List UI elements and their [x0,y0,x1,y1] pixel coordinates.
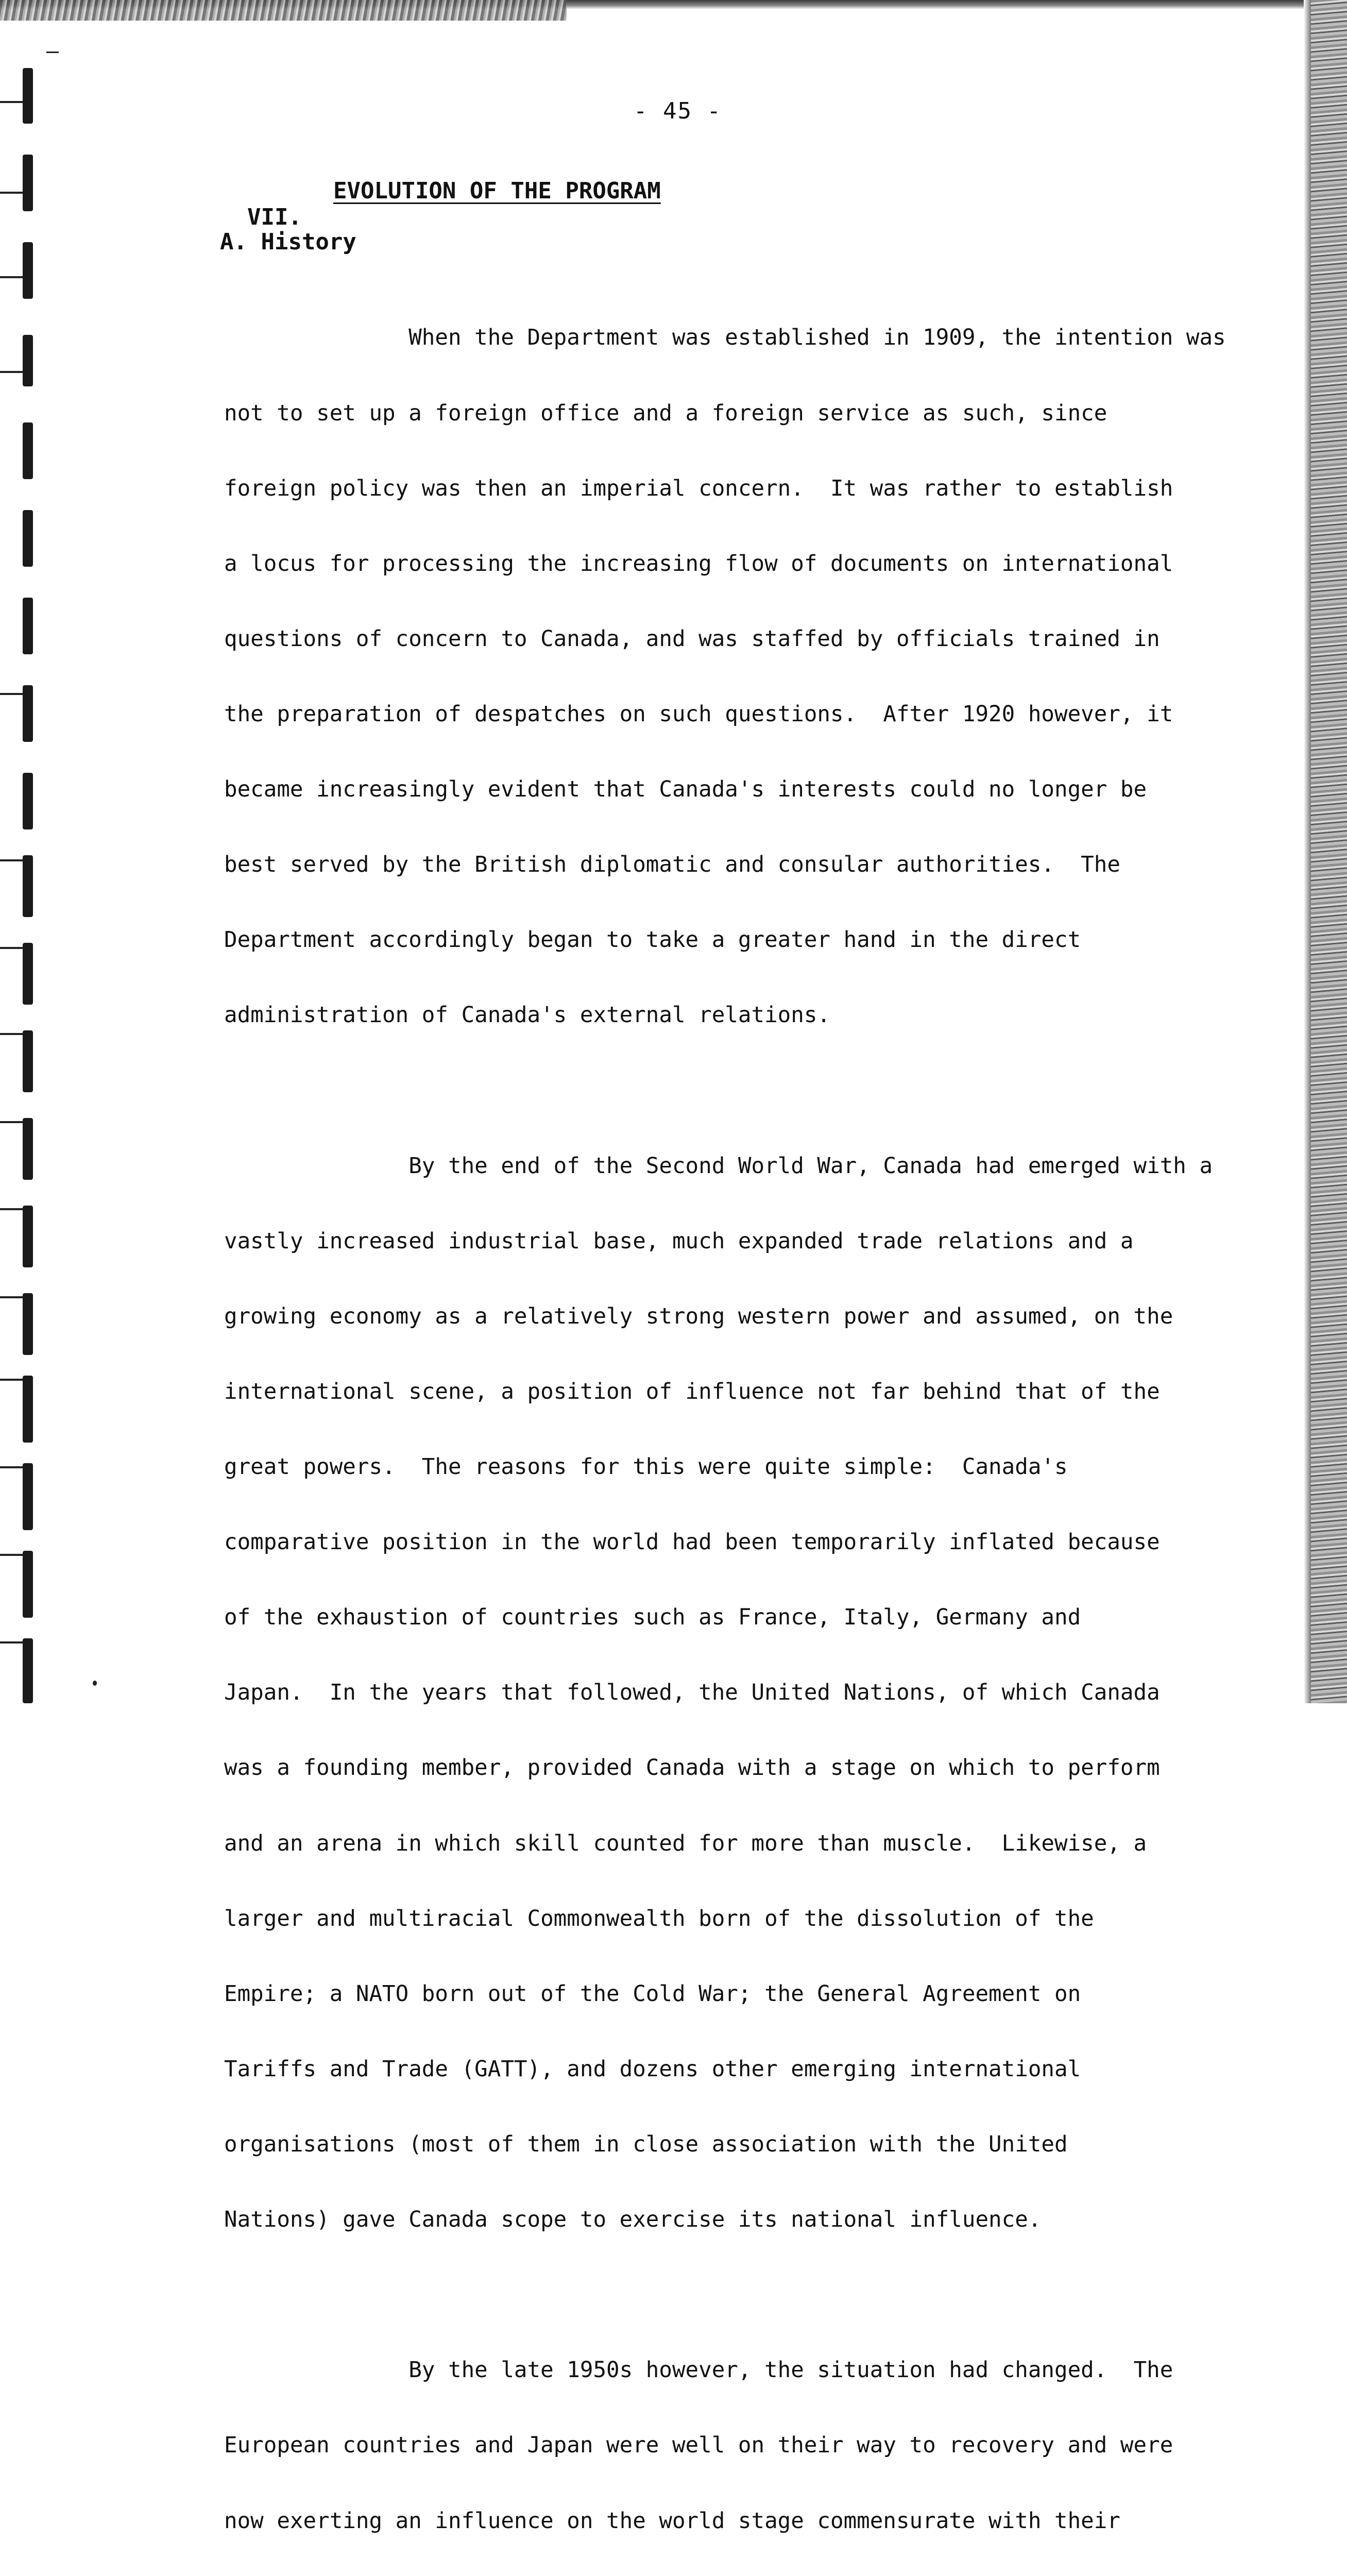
section-title: EVOLUTION OF THE PROGRAM [333,178,661,204]
text-line: great powers. The reasons for this were quite simple: Canada's [224,1454,1068,1480]
text-line: Empire; a NATO born out of the Cold War; the General Agreement on [224,1981,1081,2007]
binding-tick [0,276,23,278]
paragraph-history-3 [224,2308,1173,2576]
paragraph-history-1 [224,276,1226,1079]
paragraph-gap [224,1079,1151,1104]
text-line: now exerting an influence on the world stage commensurate with their [224,2508,1120,2534]
text-line: Japan. In the years that followed, the United Nations, of which Canada [224,1680,1160,1706]
stray-dot [93,1681,97,1686]
binding-tick [0,371,23,373]
binding-tick [0,101,23,103]
binding-mark [23,335,33,386]
text-line: not to set up a foreign office and a foreign service as such, since [224,400,1107,426]
text-line: When the Department was established in 1909, the intention was [224,325,1226,351]
page-number: - 45 - [634,98,722,124]
scan-right-shadow [1304,0,1311,1703]
binding-mark [23,1376,33,1443]
body-text [224,276,1226,2576]
binding-mark [23,1463,33,1530]
subsection-heading: A. History [220,229,356,255]
binding-mark [23,242,33,299]
binding-tick [0,693,23,695]
text-line: By the end of the Second World War, Canada had emerged with a [224,1153,1213,1179]
text-line: larger and multiracial Commonwealth born of the dissolution of the [224,1906,1094,1931]
binding-tick [0,1033,23,1035]
binding-mark [23,943,33,1005]
binding-tick [0,1554,23,1556]
binding-mark [23,510,33,567]
binding-mark [23,1638,33,1703]
scan-right-edge [1311,0,1347,1703]
paragraph-gap [224,2283,1151,2308]
binding-tick [0,1296,23,1298]
text-line: organisations (most of them in close association with the United [224,2132,1068,2158]
binding-mark [23,855,33,917]
text-line: European countries and Japan were well on their way to recovery and were [224,2433,1173,2459]
text-line: was a founding member, provided Canada with a stage on which to perform [224,1755,1160,1781]
text-line: international scene, a position of influence not far behind that of the [224,1379,1160,1404]
text-line: best served by the British diplomatic and consular authorities. The [224,852,1120,878]
binding-mark [23,1030,33,1092]
binding-mark [23,685,33,742]
text-line: questions of concern to Canada, and was staffed by officials trained in [224,626,1160,652]
binding-mark [23,155,33,211]
binding-tick [0,1121,23,1123]
binding-tick [0,947,23,949]
text-line: comparative position in the world had been temporarily inflated because [224,1530,1160,1555]
text-line: Department accordingly began to take a greater hand in the direct [224,927,1081,953]
section-number: VII. [247,204,302,230]
text-line: vastly increased industrial base, much expanded trade relations and a [224,1228,1134,1254]
text-line: the preparation of despatches on such questions. After 1920 however, it [224,701,1173,727]
binding-tick [0,1379,23,1381]
text-line: a locus for processing the increasing flow of documents on international [224,551,1173,577]
text-line: Nations) gave Canada scope to exercise its national influence. [224,2207,1042,2233]
binding-tick [0,1208,23,1210]
binding-mark [23,422,33,479]
binding-mark [23,68,33,124]
binding-mark [23,773,33,829]
text-line: administration of Canada's external relations. [224,1003,831,1028]
binding-mark [23,1118,33,1180]
binding-marks [0,0,62,1703]
scan-top-corner [0,0,567,21]
text-line: of the exhaustion of countries such as France, Italy, Germany and [224,1605,1081,1631]
text-line: growing economy as a relatively strong western power and assumed, on the [224,1303,1173,1329]
binding-mark [23,1551,33,1618]
text-line: Tariffs and Trade (GATT), and dozens other emerging international [224,2056,1081,2082]
binding-tick [0,1466,23,1468]
binding-mark [23,598,33,654]
binding-tick [46,52,59,53]
text-line: By the late 1950s however, the situation had changed. The [224,2358,1173,2383]
paragraph-history-2 [224,1104,1213,2283]
binding-tick [0,192,23,194]
text-line: and an arena in which skill counted for more than muscle. Likewise, a [224,1831,1147,1856]
binding-tick [0,1641,23,1643]
text-line: foreign policy was then an imperial concern. It was rather to establish [224,476,1173,501]
binding-mark [23,1293,33,1355]
text-line: became increasingly evident that Canada's interests could no longer be [224,777,1147,803]
binding-tick [0,859,23,861]
binding-mark [23,1206,33,1267]
